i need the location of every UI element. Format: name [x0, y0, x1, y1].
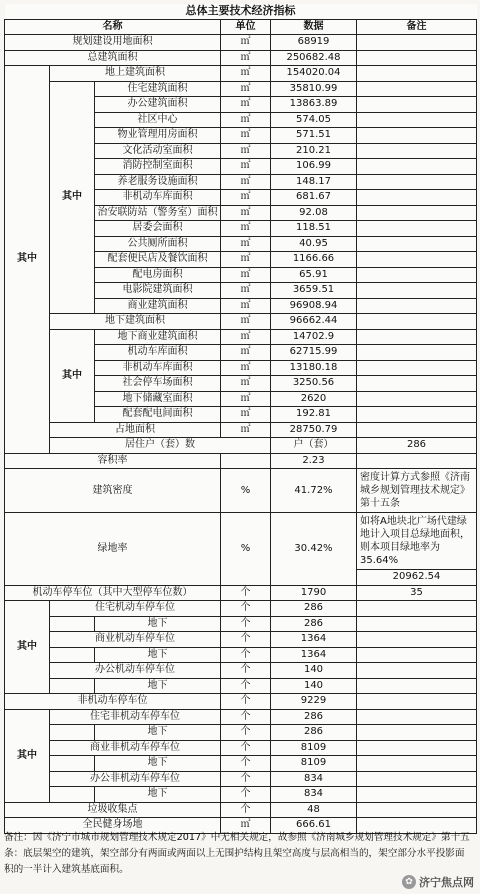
- row-note: [357, 128, 477, 144]
- row-note: 密度计算方式参照《济南城乡规划管理技术规定》第十五条: [357, 469, 477, 513]
- row-note: [357, 453, 477, 469]
- row-unit: 个: [221, 802, 271, 818]
- row-value: 3659.51: [271, 283, 357, 299]
- row-value: 35810.99: [271, 81, 357, 97]
- row-value: 9229: [271, 694, 357, 710]
- row-unit: ㎡: [221, 159, 271, 175]
- row-label: 办公非机动车停车位: [50, 771, 221, 787]
- row-value: 140: [271, 663, 357, 679]
- header-name: 名称: [5, 19, 221, 35]
- subgroup-label-qizhong: 其中: [50, 329, 95, 422]
- row-value: 834: [271, 787, 357, 803]
- row-value: 68919: [271, 35, 357, 51]
- row-label: 公共厕所面积: [95, 236, 221, 252]
- row-note: [357, 360, 477, 376]
- group-label-qizhong: 其中: [5, 709, 50, 802]
- row-label: 非机动车库面积: [95, 360, 221, 376]
- row-unit: 个: [221, 709, 271, 725]
- row-label: 商业建筑面积: [95, 298, 221, 314]
- row-unit: ㎡: [221, 221, 271, 237]
- row-label: 配套配电间面积: [95, 407, 221, 423]
- row-spacer: [50, 756, 95, 772]
- row-note: [357, 252, 477, 268]
- row-value: 96662.44: [271, 314, 357, 330]
- row-note: [357, 771, 477, 787]
- row-note: [357, 267, 477, 283]
- row-note: [357, 632, 477, 648]
- row-label: 商业非机动车停车位: [50, 740, 221, 756]
- row-note: [357, 678, 477, 694]
- row-note: [357, 221, 477, 237]
- watermark-text: 济宁焦点网: [419, 876, 474, 889]
- row-note: [357, 97, 477, 113]
- row-note: [357, 787, 477, 803]
- row-label: 地下商业建筑面积: [95, 329, 221, 345]
- row-label: 社会停车场面积: [95, 376, 221, 392]
- row-unit: ㎡: [221, 252, 271, 268]
- row-value: 148.17: [271, 174, 357, 190]
- row-note: [357, 329, 477, 345]
- row-unit: ㎡: [221, 818, 271, 834]
- indicator-sheet: [4, 4, 476, 834]
- row-label: 规划建设用地面积: [5, 35, 221, 51]
- row-unit: 个: [221, 585, 271, 601]
- row-unit: 户（套）: [271, 438, 357, 454]
- row-label: 地上建筑面积: [50, 66, 221, 82]
- row-note: [357, 50, 477, 66]
- row-note: [357, 314, 477, 330]
- row-value: 1364: [271, 647, 357, 663]
- row-value: 8109: [271, 740, 357, 756]
- row-unit: ㎡: [221, 97, 271, 113]
- row-unit: ㎡: [221, 329, 271, 345]
- row-label: 居委会面积: [95, 221, 221, 237]
- row-value: 286: [271, 725, 357, 741]
- row-value: 41.72%: [271, 469, 357, 513]
- row-unit: ㎡: [221, 407, 271, 423]
- row-note: [357, 725, 477, 741]
- row-note: [357, 756, 477, 772]
- row-value: 40.95: [271, 236, 357, 252]
- row-unit: ㎡: [221, 128, 271, 144]
- row-unit: 个: [221, 725, 271, 741]
- row-label: 住宅建筑面积: [95, 81, 221, 97]
- row-value: 192.81: [271, 407, 357, 423]
- row-label: 全民健身场地: [5, 818, 221, 834]
- row-value: 834: [271, 771, 357, 787]
- row-note: [357, 802, 477, 818]
- row-unit: ㎡: [221, 391, 271, 407]
- row-note: [357, 647, 477, 663]
- row-value: 65.91: [271, 267, 357, 283]
- row-unit: ㎡: [221, 143, 271, 159]
- row-value: 62715.99: [271, 345, 357, 361]
- row-unit: ㎡: [221, 360, 271, 376]
- row-unit: ㎡: [221, 236, 271, 252]
- row-note: [357, 66, 477, 82]
- row-value: 1364: [271, 632, 357, 648]
- row-label: 垃圾收集点: [5, 802, 221, 818]
- row-unit: 个: [221, 616, 271, 632]
- row-unit: 个: [221, 694, 271, 710]
- row-unit: 个: [221, 632, 271, 648]
- row-unit: ㎡: [221, 50, 271, 66]
- row-label: 建筑密度: [5, 469, 221, 513]
- row-spacer: [50, 787, 95, 803]
- row-note-extra: 20962.54: [357, 570, 477, 586]
- footnote: 备注：因《济宁市城市规划管理技术规定2017》中无相关规定，故参照《济南城乡规划管理技术规定》第十五条：底层架空的建筑，架空部分有两面或两面以上无围护结构且架空高度与层高相当的，架空部分水平投影面积的一半计入建筑基底面积。: [4, 832, 470, 875]
- row-note: [357, 143, 477, 159]
- row-unit: ㎡: [221, 112, 271, 128]
- row-label: 地下: [95, 678, 221, 694]
- row-label: 住宅机动车停车位: [50, 601, 221, 617]
- row-value: 210.21: [271, 143, 357, 159]
- row-value: 118.51: [271, 221, 357, 237]
- row-note: [357, 81, 477, 97]
- row-note: [357, 298, 477, 314]
- row-note: [357, 159, 477, 175]
- row-note: [357, 190, 477, 206]
- row-value: 1166.66: [271, 252, 357, 268]
- row-spacer: [50, 725, 95, 741]
- row-note: [357, 740, 477, 756]
- row-label: 地下: [95, 787, 221, 803]
- row-value: 286: [357, 438, 477, 454]
- header-data: 数据: [271, 19, 357, 35]
- row-unit: ㎡: [221, 422, 271, 438]
- row-value: 3250.56: [271, 376, 357, 392]
- watermark: [402, 874, 474, 890]
- row-label: 商业机动车停车位: [50, 632, 221, 648]
- row-value: 28750.79: [271, 422, 357, 438]
- row-value: 92.08: [271, 205, 357, 221]
- row-note: [357, 616, 477, 632]
- row-label: 住宅非机动车停车位: [50, 709, 221, 725]
- row-unit: ㎡: [221, 345, 271, 361]
- row-label: 电影院建筑面积: [95, 283, 221, 299]
- row-value: 2620: [271, 391, 357, 407]
- row-unit: ㎡: [221, 298, 271, 314]
- row-label: 物业管理用房面积: [95, 128, 221, 144]
- row-value: 106.99: [271, 159, 357, 175]
- row-label: 非机动车停车位: [5, 694, 221, 710]
- group-label-qizhong: 其中: [5, 66, 50, 454]
- row-note: [357, 422, 477, 438]
- row-unit: ㎡: [221, 376, 271, 392]
- table-title: 总体主要技术经济指标: [5, 4, 477, 19]
- row-value: 1790: [271, 585, 357, 601]
- row-label: 机动车停车位（其中大型停车位数）: [5, 585, 221, 601]
- row-note: [357, 345, 477, 361]
- row-value: 286: [271, 709, 357, 725]
- row-label: 社区中心: [95, 112, 221, 128]
- row-unit: ㎡: [221, 66, 271, 82]
- row-unit: 个: [221, 740, 271, 756]
- row-unit: 个: [221, 601, 271, 617]
- row-label: 办公建筑面积: [95, 97, 221, 113]
- row-label: 总建筑面积: [5, 50, 221, 66]
- row-spacer: [50, 647, 95, 663]
- row-note: 如将A地块北广场代建绿地计入项目总绿地面积，则本项目绿地率为35.64%: [357, 513, 477, 570]
- row-unit: 个: [221, 787, 271, 803]
- header-note: 备注: [357, 19, 477, 35]
- row-label: 非机动车库面积: [95, 190, 221, 206]
- row-note: [357, 391, 477, 407]
- row-unit: %: [221, 469, 271, 513]
- row-spacer: [50, 678, 95, 694]
- row-note: [357, 376, 477, 392]
- row-unit: 个: [221, 678, 271, 694]
- row-note: 35: [357, 585, 477, 601]
- row-note: [357, 709, 477, 725]
- row-label: 占地面积: [50, 422, 221, 438]
- row-value: 13863.89: [271, 97, 357, 113]
- row-value: 666.61: [271, 818, 357, 834]
- row-label: 文化活动室面积: [95, 143, 221, 159]
- row-value: 14702.9: [271, 329, 357, 345]
- row-label: 地下: [95, 616, 221, 632]
- row-label: 配电房面积: [95, 267, 221, 283]
- row-label: 机动车库面积: [95, 345, 221, 361]
- row-unit: ㎡: [221, 174, 271, 190]
- row-label: 消防控制室面积: [95, 159, 221, 175]
- row-unit: ㎡: [221, 283, 271, 299]
- row-note: [357, 174, 477, 190]
- row-unit: ㎡: [221, 205, 271, 221]
- row-note: [357, 236, 477, 252]
- row-value: 286: [271, 616, 357, 632]
- row-value: 154020.04: [271, 66, 357, 82]
- row-unit: ㎡: [221, 314, 271, 330]
- wechat-icon: ✿: [402, 875, 416, 889]
- row-spacer: [50, 616, 95, 632]
- row-note: [357, 205, 477, 221]
- subgroup-label-qizhong: 其中: [50, 81, 95, 314]
- row-note: [357, 35, 477, 51]
- row-label: 地下储藏室面积: [95, 391, 221, 407]
- row-note: [357, 283, 477, 299]
- row-label: 配套便民店及餐饮面积: [95, 252, 221, 268]
- row-note: [357, 663, 477, 679]
- row-unit: ㎡: [221, 81, 271, 97]
- row-unit: ㎡: [221, 190, 271, 206]
- group-label-qizhong: 其中: [5, 601, 50, 694]
- row-unit: 个: [221, 756, 271, 772]
- row-value: 574.05: [271, 112, 357, 128]
- row-label: 居住户（套）数: [50, 438, 271, 454]
- row-note: [357, 601, 477, 617]
- row-unit: [221, 453, 271, 469]
- row-unit: %: [221, 513, 271, 586]
- row-label: 地下: [95, 725, 221, 741]
- row-unit: 个: [221, 647, 271, 663]
- row-unit: ㎡: [221, 267, 271, 283]
- row-value: 140: [271, 678, 357, 694]
- row-value: 250682.48: [271, 50, 357, 66]
- row-note: [357, 694, 477, 710]
- row-label: 治安联防站（警务室）面积: [95, 205, 221, 221]
- header-unit: 单位: [221, 19, 271, 35]
- row-note: [357, 112, 477, 128]
- row-value: 286: [271, 601, 357, 617]
- row-unit: 个: [221, 663, 271, 679]
- row-value: 8109: [271, 756, 357, 772]
- row-label: 地下建筑面积: [50, 314, 221, 330]
- row-unit: ㎡: [221, 35, 271, 51]
- row-label: 养老服务设施面积: [95, 174, 221, 190]
- row-note: [357, 407, 477, 423]
- row-value: 96908.94: [271, 298, 357, 314]
- indicator-table: [4, 4, 477, 834]
- row-label: 地下: [95, 756, 221, 772]
- row-value: 48: [271, 802, 357, 818]
- row-value: 571.51: [271, 128, 357, 144]
- row-label: 地下: [95, 647, 221, 663]
- row-value: 2.23: [271, 453, 357, 469]
- row-unit: 个: [221, 771, 271, 787]
- row-label: 办公机动车停车位: [50, 663, 221, 679]
- row-label: 容积率: [5, 453, 221, 469]
- row-value: 13180.18: [271, 360, 357, 376]
- row-label: 绿地率: [5, 513, 221, 586]
- row-value: 681.67: [271, 190, 357, 206]
- row-value: 30.42%: [271, 513, 357, 586]
